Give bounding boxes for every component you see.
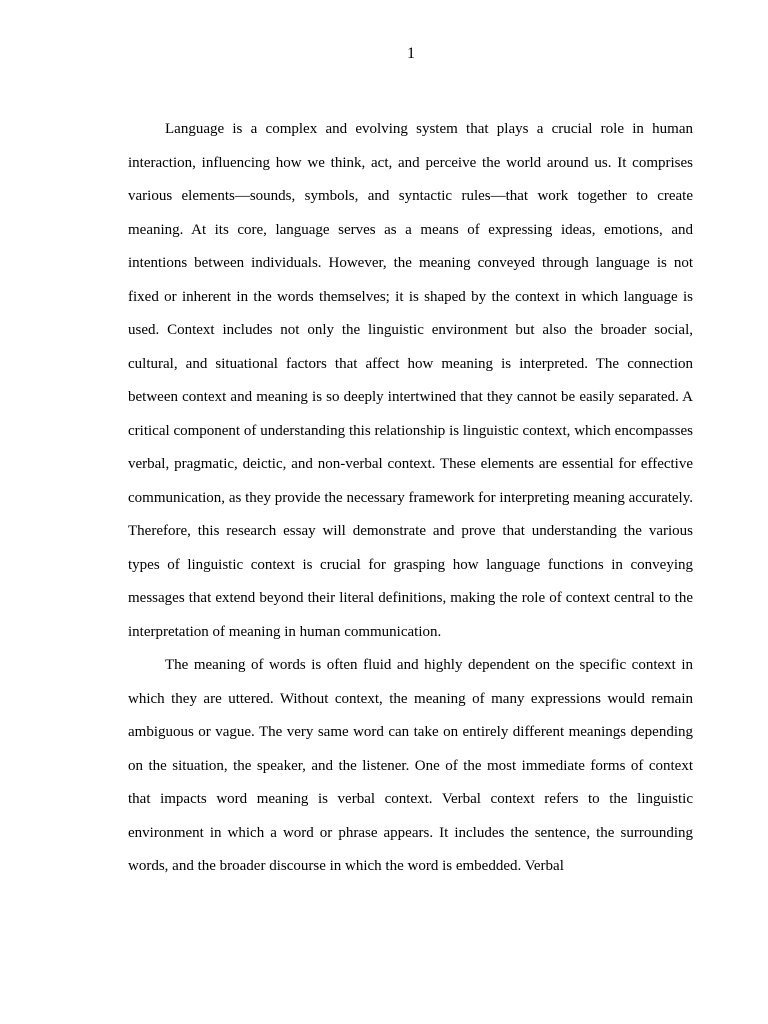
paragraph-intro: Language is a complex and evolving system that plays a crucial role in human interaction, influencing how we think, act, and perceive the world around us. It comprises various elements—sounds, symbols, and syntactic rules—that work together to create meaning. At its core, language serves as a means of expressing ideas, emotions, and intentions between individuals. However, the meaning conveyed through language is not fixed or inherent in the words themselves; it is shaped by the context in which language is used. Context includes not only the linguistic environment but also the broader social, cultural, and situational factors that affect how meaning is interpreted. The connection between context and meaning is so deeply intertwined that they cannot be easily separated. A critical component of understanding this relationship is linguistic context, which encompasses verbal, pragmatic, deictic, and non-verbal context. These elements are essential for effective communication, as they provide the necessary framework for interpreting meaning accurately. Therefore, this research essay will demonstrate and prove that understanding the various types of linguistic context is crucial for grasping how language functions in conveying messages that extend beyond their literal definitions, making the role of context central to the interpretation of meaning in human communication.	[128, 121, 693, 640]
essay-body	[128, 113, 693, 884]
page-number: 1	[407, 45, 415, 62]
paragraph-verbal-context: The meaning of words is often fluid and highly dependent on the specific context in which they are uttered. Without context, the meaning of many expressions would remain ambiguous or vague. The very same word can take on entirely different meanings depending on the situation, the speaker, and the listener. One of the most immediate forms of context that impacts word meaning is verbal context. Verbal context refers to the linguistic environment in which a word or phrase appears. It includes the sentence, the surrounding words, and the broader discourse in which the word is embedded. Verbal	[128, 657, 693, 874]
